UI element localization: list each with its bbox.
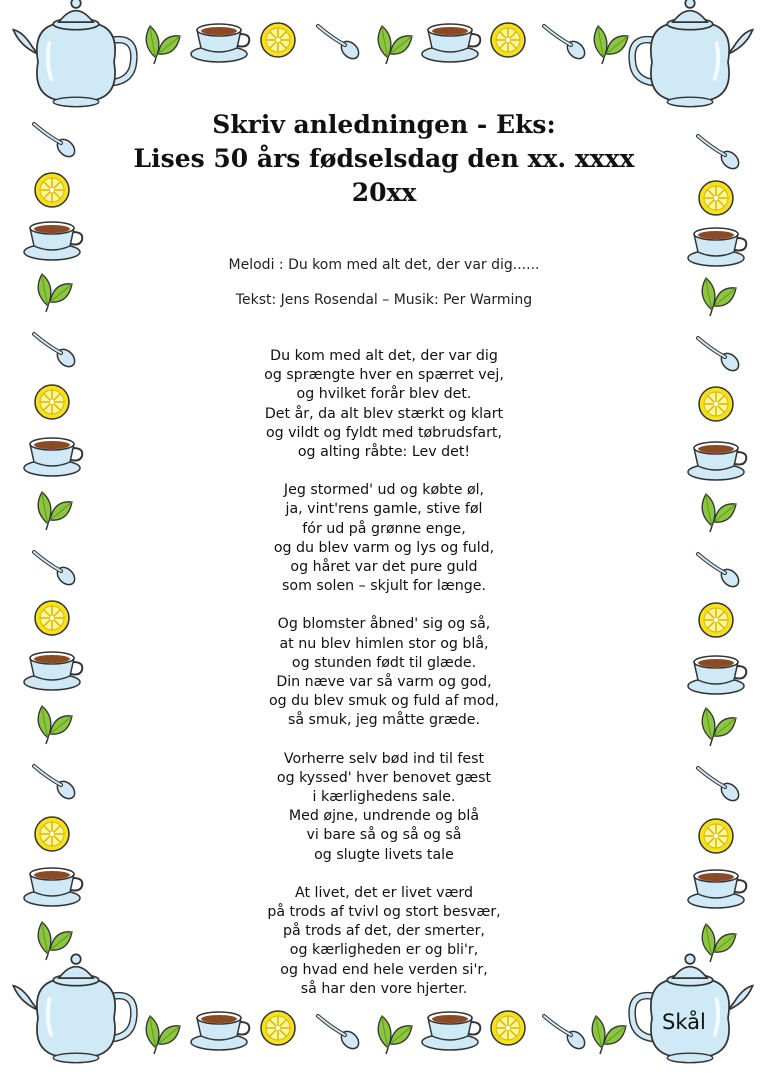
- title-line: Skriv anledningen - Eks:: [212, 110, 556, 139]
- tea-leaves-icon: [38, 922, 72, 960]
- spoon-icon: [698, 136, 742, 172]
- verse-line: Og blomster åbned' sig og så,: [277, 616, 491, 633]
- verse-line: i kærlighedens sale.: [312, 789, 456, 806]
- credits-line: Tekst: Jens Rosendal – Musik: Per Warming: [235, 292, 533, 308]
- teapot-icon: [13, 0, 134, 107]
- tea-leaves-icon: [378, 1016, 412, 1054]
- teacup-icon: [24, 652, 82, 690]
- verse-line: på trods af tvivl og stort besvær,: [267, 904, 501, 921]
- verse-line: Du kom med alt det, der var dig: [270, 348, 498, 364]
- verse-line: At livet, det er livet værd: [295, 884, 473, 901]
- lemon-slice-icon: [699, 181, 733, 215]
- melody-line: Melodi : Du kom med alt det, der var dig......: [228, 257, 540, 273]
- verse: [100, 615, 668, 730]
- tea-leaves-icon: [146, 26, 180, 64]
- verse-line: og du blev smuk og fuld af mod,: [268, 693, 500, 710]
- verse-line: at nu blev himlen stor og blå,: [279, 635, 489, 652]
- verse: [100, 884, 668, 999]
- lemon-slice-icon: [35, 817, 69, 851]
- tea-leaves-icon: [38, 492, 72, 530]
- verse-line: Det år, da alt blev stærkt og klart: [264, 405, 504, 422]
- verse-line: og vildt og fyldt med tøbrudsfart,: [265, 424, 503, 441]
- teacup-icon: [24, 438, 82, 476]
- title-line: Lises 50 års fødselsdag den xx. xxxx 20xx: [133, 144, 635, 207]
- spoon-icon: [698, 554, 742, 590]
- lemon-slice-icon: [699, 603, 733, 637]
- verse-line: Med øjne, undrende og blå: [288, 808, 480, 825]
- tea-leaves-icon: [592, 1016, 626, 1054]
- spoon-icon: [318, 1016, 362, 1052]
- teacup-icon: [688, 656, 746, 694]
- teacup-icon: [688, 870, 746, 908]
- verse-line: og hvad end hele verden si'r,: [280, 961, 488, 978]
- verse-line: og alting råbte: Lev det!: [297, 444, 471, 461]
- lemon-slice-icon: [699, 387, 733, 421]
- tea-leaves-icon: [146, 1016, 180, 1054]
- spoon-icon: [318, 26, 362, 62]
- verse-line: ja, vint'rens gamle, stive føl: [285, 501, 483, 518]
- verse-line: og kærligheden er og bli'r,: [289, 942, 479, 959]
- lemon-slice-icon: [35, 385, 69, 419]
- teacup-icon: [191, 24, 249, 62]
- spoon-icon: [34, 766, 78, 802]
- teacup-icon: [422, 24, 480, 62]
- verse-line: Din næve var så varm og god,: [276, 674, 492, 691]
- verse-line: så har den vore hjerter.: [300, 980, 468, 997]
- verse: [100, 347, 668, 462]
- song-lyrics: [100, 347, 668, 1018]
- verse-line: så smuk, jeg måtte græde.: [287, 712, 481, 729]
- teacup-icon: [688, 442, 746, 480]
- verse-line: og håret var det pure guld: [290, 559, 478, 576]
- verse-line: Vorherre selv bød ind til fest: [283, 750, 485, 767]
- teapot-icon: [632, 0, 753, 107]
- verse: [100, 750, 668, 865]
- teapot-label: Skål: [662, 1010, 706, 1034]
- verse: [100, 481, 668, 596]
- verse-line: og kyssed' hver benovet gæst: [276, 769, 492, 786]
- lemon-slice-icon: [491, 23, 525, 57]
- verse-line: fór ud på grønne enge,: [302, 520, 466, 537]
- teacup-icon: [24, 868, 82, 906]
- lemon-slice-icon: [261, 23, 295, 57]
- spoon-icon: [34, 334, 78, 370]
- teacup-icon: [24, 222, 82, 260]
- verse-line: vi bare så og så og så: [306, 827, 462, 844]
- lemon-slice-icon: [699, 819, 733, 853]
- verse-line: og du blev varm og lys og fuld,: [273, 539, 495, 556]
- tea-leaves-icon: [702, 278, 736, 316]
- tea-leaves-icon: [594, 26, 628, 64]
- verse-line: på trods af det, der smerter,: [283, 923, 485, 940]
- lemon-slice-icon: [35, 173, 69, 207]
- verse-line: som solen – skjult for længe.: [282, 578, 486, 595]
- verse-line: og hvilket forår blev det.: [296, 386, 472, 403]
- lemon-slice-icon: [35, 601, 69, 635]
- verse-line: Jeg stormed' ud og købte øl,: [283, 482, 485, 499]
- teacup-icon: [688, 228, 746, 266]
- verse-line: og stunden født til glæde.: [291, 654, 477, 671]
- tea-leaves-icon: [702, 708, 736, 746]
- spoon-icon: [34, 552, 78, 588]
- tea-leaves-icon: [378, 26, 412, 64]
- verse-line: og slugte livets tale: [314, 846, 454, 863]
- spoon-icon: [544, 26, 588, 62]
- page-title: [100, 108, 668, 210]
- spoon-icon: [698, 338, 742, 374]
- verse-line: og sprængte hver en spærret vej,: [264, 367, 504, 384]
- spoon-icon: [544, 1016, 588, 1052]
- spoon-icon: [34, 124, 78, 160]
- tea-leaves-icon: [38, 706, 72, 744]
- tea-leaves-icon: [702, 494, 736, 532]
- tea-leaves-icon: [702, 924, 736, 962]
- spoon-icon: [698, 768, 742, 804]
- tea-leaves-icon: [38, 274, 72, 312]
